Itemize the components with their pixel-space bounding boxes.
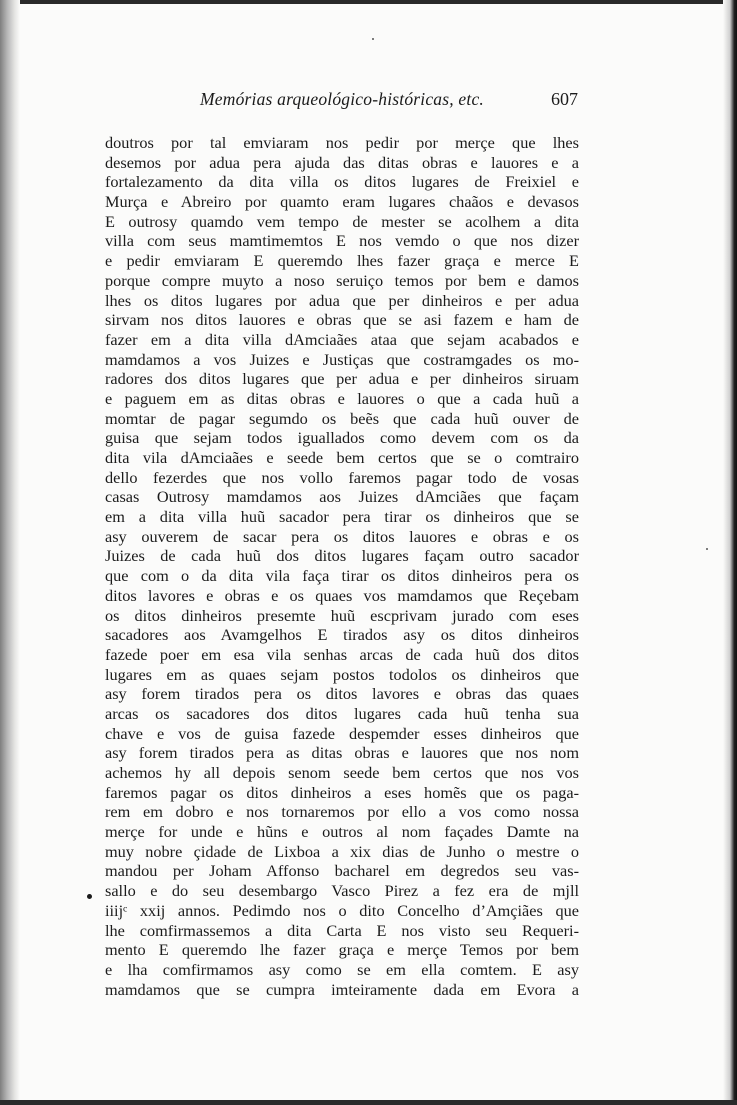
text-line: guisa que sejam todos iguallados como devem com os da (105, 428, 579, 448)
text-line: que com o da dita vila faça tirar os ditos dinheiros pera os (105, 566, 579, 586)
text-line: muy nobre çidade de Lixboa a xix dias de Junho o mestre o (105, 841, 579, 861)
scan-right-border (723, 0, 737, 1105)
text-line: chave e vos de guisa fazede despemder esses dinheiros que (105, 723, 579, 743)
text-line: radores dos ditos lugares que per adua e per dinheiros siruam (105, 369, 579, 389)
text-line: rem em dobro e nos tornaremos por ello a vos como nossa (105, 802, 579, 822)
text-line: mamdamos que se cumpra imteiramente dada em Evora a (105, 979, 579, 999)
text-line: e lha comfirmamos asy como se em ella comtem. E asy (105, 959, 579, 979)
text-line: e pedir emviaram E queremdo lhes fazer graça e merce E (105, 251, 579, 271)
text-line: merçe for unde e hũns e outros al nom façades Damte na (105, 822, 579, 842)
text-line: sacadores aos Avamgelhos E tirados asy os ditos dinheiros (105, 625, 579, 645)
text-line: em a dita villa huũ sacador pera tirar os dinheiros que se (105, 507, 579, 527)
body-text (105, 133, 579, 999)
page-header (104, 89, 578, 115)
text-line: fazer em a dita villa dAmciaães ataa que sejam acabados e (105, 329, 579, 349)
paper-speck (706, 548, 708, 550)
text-line: fazede poer em esa vila senhas arcas de cada huũ dos ditos (105, 644, 579, 664)
text-line: asy ouverem de sacar pera os ditos lauores e obras e os (105, 526, 579, 546)
running-title: Memórias arqueológico-históricas, etc. (200, 89, 484, 109)
text-line: villa com seus mamtimemtos E nos vemdo o que nos dizer (105, 231, 579, 251)
scan-top-border (0, 0, 737, 4)
text-line: E outrosy quamdo vem tempo de mester se acolhem a dita (105, 211, 579, 231)
text-line: Juizes de cada huũ dos ditos lugares façam outro sacador (105, 546, 579, 566)
text-line: sirvam nos ditos lauores e obras que se asi fazem e ham de (105, 310, 579, 330)
text-line: mamdamos a vos Juizes e Justiças que costramgades os mo- (105, 349, 579, 369)
text-line: asy forem tirados pera as ditas obras e lauores que nos nom (105, 743, 579, 763)
text-line: lhes os ditos lugares por adua que per dinheiros e per adua (105, 290, 579, 310)
text-line: sallo e do seu desembargo Vasco Pirez a fez era de mjll (105, 881, 579, 901)
text-line: fortalezamento da dita villa os ditos lugares de Freixiel e (105, 172, 579, 192)
text-line: casas Outrosy mamdamos aos Juizes dAmciães que façam (105, 487, 579, 507)
text-line: mandou per Joham Affonso bacharel em degredos seu vas- (105, 861, 579, 881)
text-line: iiijᶜ xxij annos. Pedimdo nos o dito Concelho d’Amçiães que (105, 900, 579, 920)
margin-dot-mark (87, 894, 92, 899)
scan-bottom-border (0, 1100, 737, 1105)
text-line: lhe comfirmassemos a dita Carta E nos visto seu Requeri- (105, 920, 579, 940)
text-line: mento E queremdo lhe fazer graça e merçe Temos por bem (105, 940, 579, 960)
scan-left-shadow (0, 0, 20, 1105)
text-line: ditos lavores e obras e os quaes vos mamdamos que Reçebam (105, 585, 579, 605)
page-number: 607 (551, 89, 578, 109)
text-line: dita vila dAmciaães e seede bem certos que se o comtrairo (105, 448, 579, 467)
text-line: achemos hy all depois senom seede bem certos que nos vos (105, 763, 579, 782)
text-line: e paguem em as ditas obras e lauores o que a cada huũ a (105, 388, 579, 408)
text-line: porque compre muyto a noso seruiço temos por bem e damos (105, 270, 579, 290)
text-line: desemos por adua pera ajuda das ditas obras e lauores e a (105, 152, 579, 172)
text-line: Murça e Abreiro por quamto eram lugares chaãos e devasos (105, 192, 579, 212)
text-line: lugares em as quaes sejam postos todolos os dinheiros que (105, 664, 579, 684)
text-line: momtar de pagar segumdo os beẽs que cada huũ ouver de (105, 408, 579, 428)
text-line: os ditos dinheiros presemte huũ escprivam jurado com eses (105, 605, 579, 625)
paper-speck (372, 38, 374, 40)
text-line: faremos pagar os ditos dinheiros a eses homẽs que os paga- (105, 782, 579, 802)
text-line: doutros por tal emviaram nos pedir por merçe que lhes (105, 133, 579, 152)
text-line: asy forem tirados pera os ditos lavores e obras das quaes (105, 684, 579, 704)
text-line: arcas os sacadores dos ditos lugares cada huũ tenha sua (105, 703, 579, 723)
text-line: dello fezerdes que nos vollo faremos pagar todo de vosas (105, 467, 579, 487)
